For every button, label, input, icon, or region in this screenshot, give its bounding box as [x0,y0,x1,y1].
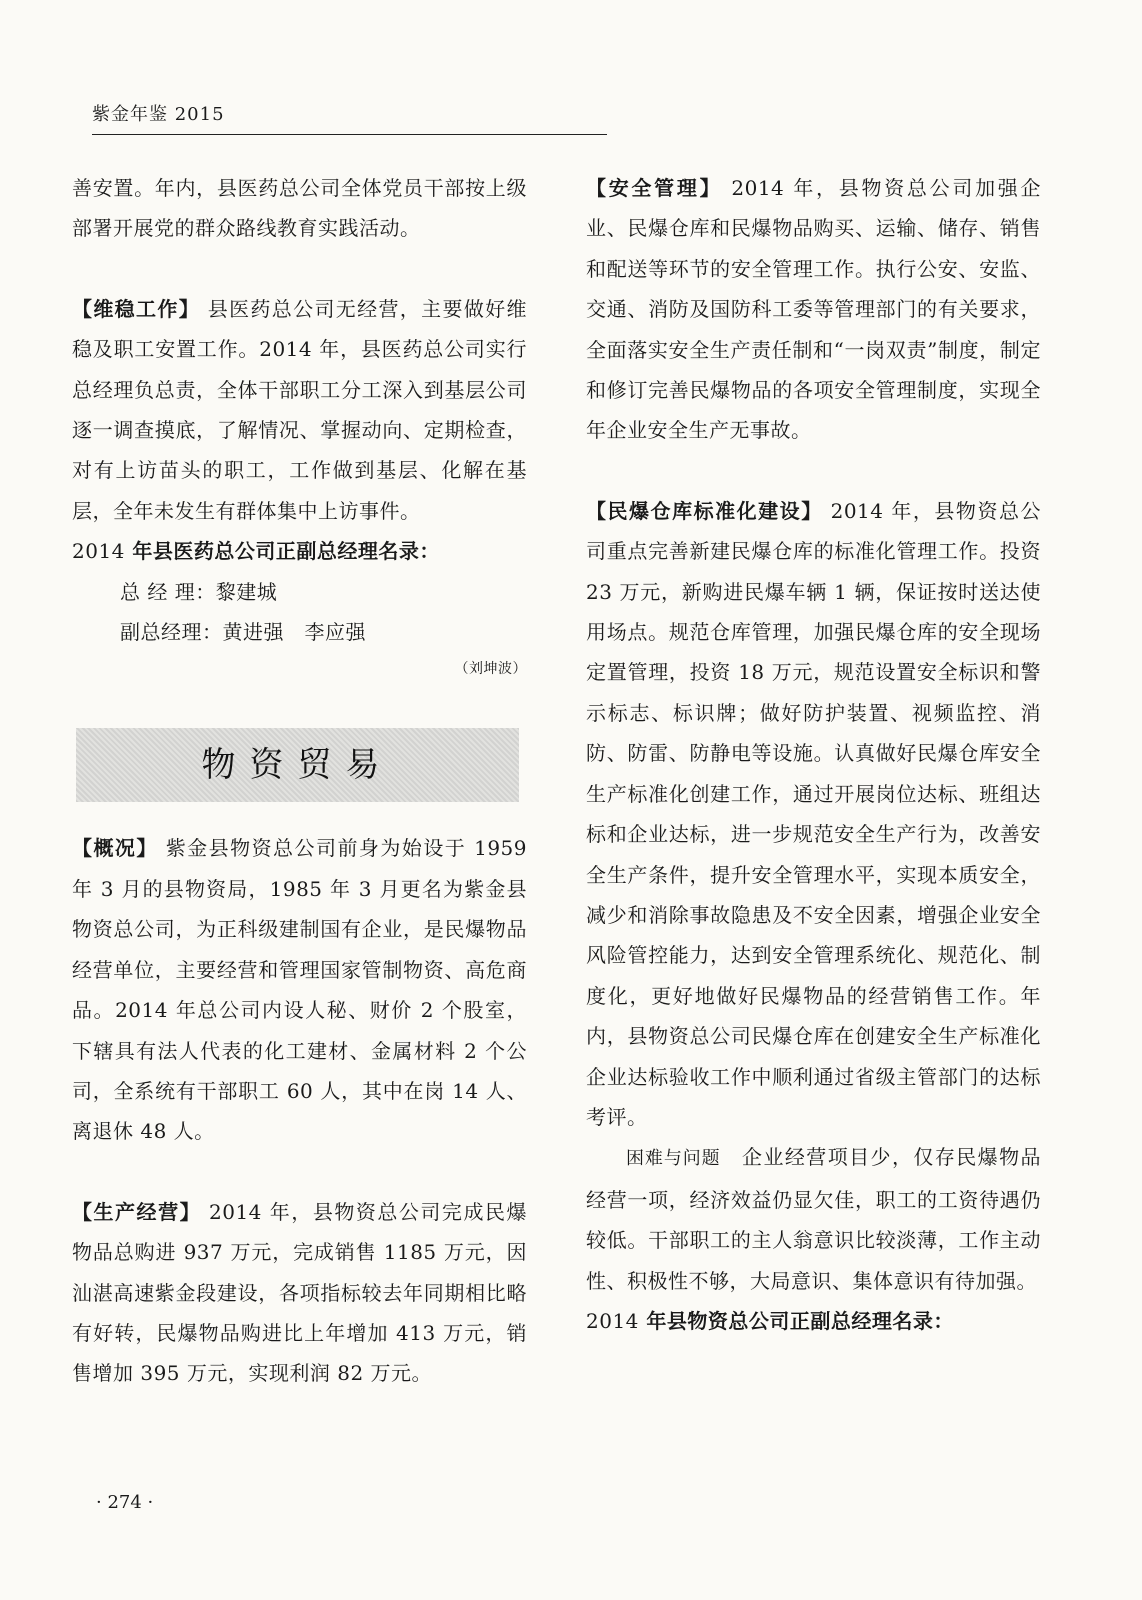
right-column [586,168,1041,1341]
paragraph-production [72,1192,527,1394]
text-problems: 企业经营项目少，仅存民爆物品经营一项，经济效益仍显欠佳，职工的工资待遇仍较低。干部职工的主人翁意识比较淡薄，工作主动性、积极性不够，大局意识、集体意识有待加强。 [586,1145,1042,1293]
text-warehouse: 2014 年，县物资总公司重点完善新建民爆仓库的标准化管理工作。投资 23 万元，新购进民爆车辆 1 辆，保证按时送达使用场点。规范仓库管理，加强民爆仓库的安全现场定置管理，投资 18 万元，规范设置安全标识和警示标志、标识牌；做好防护装置、视频监控、消防、防雷、防静电等设施。认真做好民爆仓库安全生产标准化创建工作，通过开展岗位达标、班组达标和企业达标，进一步规范安全生产行为，改善安全生产条件，提升安全管理水平，实现本质安全，减少和消除事故隐患及不安全因素，增强企业安全风险管控能力，达到安全管理系统化、规范化、制度化，更好地做好民爆物品的经营销售工作。年内，县物资总公司民爆仓库在创建安全生产标准化企业达标验收工作中顺利通过省级主管部门的达标考评。 [586,498,1041,1129]
tag-overview: 【概况】 [72,836,158,861]
tag-safety: 【安全管理】 [586,176,723,200]
roster-year-materials: 2014 [586,1308,639,1333]
text-production: 2014 年，县物资总公司完成民爆物品总购进 937 万元，完成销售 1185 万元，因汕湛高速紫金段建设，各项指标较去年同期相比略有好转，民爆物品购进比上年增加 413 万元，销售增加 395 万元，实现利润 82 万元。 [72,1199,527,1386]
subhead-problems: 困难与问题 [626,1148,721,1170]
roster-title-materials [586,1301,1041,1341]
tag-production: 【生产经营】 [72,1199,202,1224]
text-safety: 2014 年，县物资总公司加强企业、民爆仓库和民爆物品购买、运输、储存、销售和配送等环节的安全管理工作。执行公安、安监、交通、消防及国防科工委等管理部门的有关要求，全面落实安全生产责任制和“一岗双责”制度，制定和修订完善民爆物品的各项安全管理制度，实现全年企业安全生产无事故。 [586,176,1041,443]
roster-year-medicine: 2014 [72,539,125,564]
author-credit: （刘坤波） [454,661,527,678]
header-title: 紫金年鉴 2015 [92,104,225,125]
running-header [92,100,607,135]
text-overview: 紫金县物资总公司前身为始设于 1959 年 3 月的县物资局，1985 年 3 月更名为紫金县物资总公司，为正科级建制国有企业，是民爆物品经营单位，主要经营和管理国家管制物资、高危商品。2014 年总公司内设人秘、财价 2 个股室，下辖具有法人代表的化工建材、金属材料 2 个公司，全系统有干部职工 60 人，其中在岗 14 人、离退休 48 人。 [72,836,527,1144]
paragraph-safety [586,168,1041,451]
paragraph-warehouse [586,491,1041,1138]
deputy-manager-line: 副总经理：黄进强 李应强 [120,620,366,645]
section-title: 物资贸易 [201,745,394,786]
tag-warehouse: 【民爆仓库标准化建设】 [586,498,823,523]
paragraph-stability-work [72,289,527,531]
roster-label-materials: 年县物资总公司正副总经理名录： [638,1308,954,1333]
paragraph-continuation: 善安置。年内，县医药总公司全体党员干部按上级部署开展党的群众路线教育实践活动。 [72,176,527,241]
roster-label-medicine: 年县医药总公司正副总经理名录： [124,539,440,564]
tag-stability-work: 【维稳工作】 [72,296,201,321]
page-number: · 274 · [96,1492,154,1513]
general-manager-line: 总 经 理：黎建城 [120,579,278,604]
left-column [72,168,527,1394]
paragraph-overview [72,828,527,1151]
roster-title-medicine [72,531,527,571]
text-stability-work: 县医药总公司无经营，主要做好维稳及职工安置工作。2014 年，县医药总公司实行总经理负总责，全体干部职工分工深入到基层公司逐一调查摸底，了解情况、掌握动向、定期检查，对有上访苗头的职工，工作做到基层、化解在基层，全年未发生有群体集中上访事件。 [72,296,528,523]
section-banner [76,728,519,802]
paragraph-problems [586,1137,1041,1301]
